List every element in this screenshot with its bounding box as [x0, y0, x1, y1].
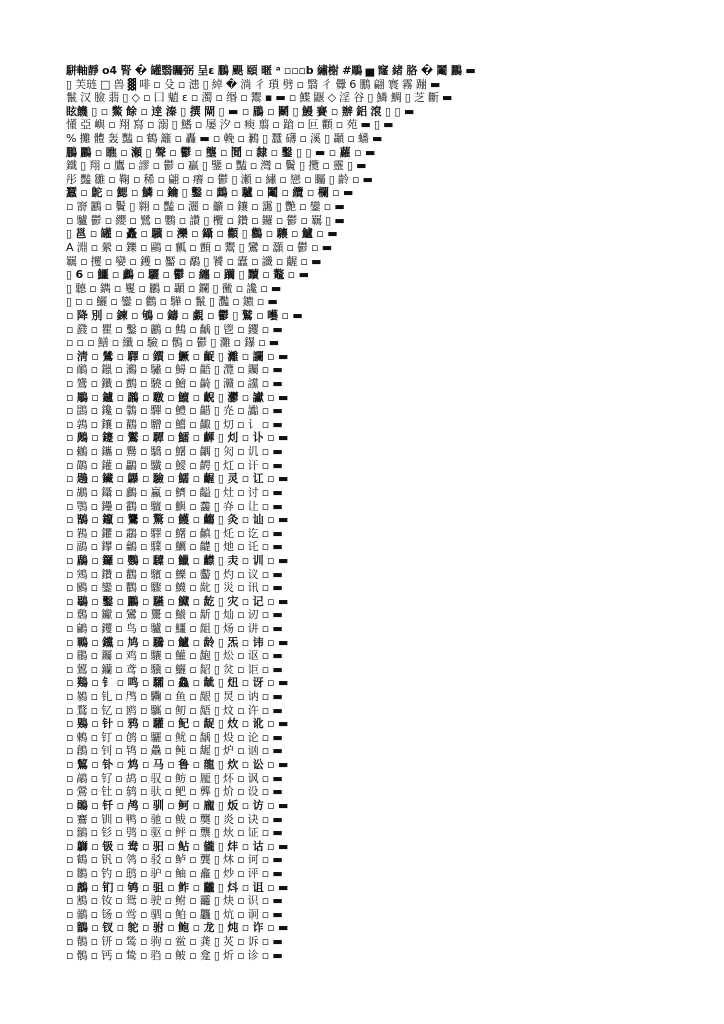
- text-line: ▫ 鶚 ▫ 鑸 ▫ 鸖 ▫ 驙 ▫ 鱮 ▫ 齹 ▯ 灷 ▫ 让 ▫ ▬: [66, 499, 283, 513]
- text-line: ▫ 鶹 ▫ 钗 ▫ 鸵 ▫ 驸 ▫ 鲍 ▫ 龙 ▯ 炖 ▫ 诈 ▫ ▬: [66, 921, 289, 935]
- text-line: ▫ 鶯 ▫ 钍 ▫ 鸫 ▫ 驮 ▫ 鲃 ▫ 龏 ▯ 炌 ▫ 设 ▫ ▬: [66, 785, 283, 799]
- text-line: ▫ 鷟 ▫ 鑯 ▫ 鸇 ▫ 驍 ▫ 鱠 ▫ 齮 ▯ 灨 ▫ 讜 ▫ ▬: [66, 377, 283, 391]
- text-line: ▫ 鶶 ▫ 钔 ▫ 鸲 ▫ 驵 ▫ 鲊 ▫ 龖 ▯ 炓 ▫ 诅 ▫ ▬: [66, 880, 289, 894]
- text-line: 彤 豔 雛 ▫ 鞠 ▫ 稀 ▫ 翩 ▫ 癢 ▫ 鬱 ▯ 瀬 ▫ 繡 ▫ 戀 ▫ 矚 ▯ 齡 ▫ ▬: [66, 172, 373, 186]
- text-line: ▫ 鶤 ▫ 钂 ▫ 鸠 ▫ 驣 ▫ 鱸 ▫ 龄 ▯ 炁 ▫ 讳 ▫ ▬: [66, 635, 289, 649]
- text-line: ▫ 鶳 ▫ 钑 ▫ 鸯 ▫ 驲 ▫ 鲇 ▫ 龓 ▯ 炐 ▫ 诂 ▫ ▬: [66, 839, 289, 853]
- text-line: ▫ 鶧 ▫ 钅 ▫ 鸣 ▫ 驦 ▫ 鱻 ▫ 龇 ▯ 炄 ▫ 讶 ▫ ▬: [66, 676, 289, 690]
- text-line: ▫ 鶨 ▫ 钆 ▫ 鸤 ▫ 驧 ▫ 鱼 ▫ 龈 ▯ 炅 ▫ 讷 ▫ ▬: [66, 690, 283, 704]
- text-line: ▫ 鶵 ▫ 钓 ▫ 鸱 ▫ 驴 ▫ 鲉 ▫ 龕 ▯ 炒 ▫ 评 ▫ ▬: [66, 866, 283, 880]
- text-line: ▯ 6 ▫ 鱷 ▫ 鸕 ▫ 驪 ▫ 鬱 ▫ 纏 ▫ 躪 ▯ 黷 ▫ 鼇 ▫ ▬: [66, 268, 309, 282]
- text-line: ▫ 鴯 ▫ 鑞 ▫ 鸂 ▫ 驌 ▫ 鱘 ▫ 齬 ▯ 灠 ▫ 钃 ▫ ▬: [66, 363, 283, 377]
- text-line: ▫ 鶊 ▫ 鑳 ▫ 鸑 ▫ 驔 ▫ 鱩 ▫ 齳 ▯ 灲 ▫ 讣 ▫ ▬: [66, 431, 289, 445]
- text-line: ▫ 鶓 ▫ 鑵 ▫ 鸓 ▫ 驖 ▫ 鱫 ▫ 齶 ▯ 灴 ▫ 讦 ▫ ▬: [66, 458, 283, 472]
- text-line: 懂 亞 嶼 ▫ 翔 寫 ▫ 溺 ▯ 鰭 ▫ 屡 汐 ▫ 瘐 翦 ▫ 蹌 ▫ 叵 顴 ▫ 苑 ▬ ▯ ▬: [66, 118, 394, 132]
- text-line: ▫ 鶝 ▫ 鑻 ▫ 鸙 ▫ 驜 ▫ 鱱 ▫ 齼 ▯ 灺 ▫ 讬 ▫ ▬: [66, 540, 283, 554]
- text-line: 鵬 鸝 ▫ 瞧 ▫ 瀬 ▯ 聲 ▫ 鬱 ▫ 壟 ▫ 鬩 ▫ 隸 ▫ 鑿 ▯ ▯ ▬ ▫ 蘿 ▫ ▬: [66, 145, 376, 159]
- text-line: ▫ 鶸 ▫ 钖 ▫ 鸴 ▫ 驷 ▫ 鲌 ▫ 龘 ▯ 炕 ▫ 诇 ▫ ▬: [66, 907, 283, 921]
- text-line: ▫ 鶬 ▫ 钊 ▫ 鸨 ▫ 驫 ▫ 鲀 ▫ 龌 ▯ 炉 ▫ 讻 ▫ ▬: [66, 744, 283, 758]
- text-line: ▫ 淸 ▫ 鷥 ▫ 驛 ▫ 鑕 ▫ 鱖 ▫ 齪 ▯ 灕 ▫ 讕 ▫ ▬: [66, 349, 289, 363]
- text-line: 蠶 ▫ 鴕 ▫ 鰓 ▫ 鱗 ▫ 鑰 ▯ 鑿 ▫ 鷓 ▫ 驢 ▫ 鬮 ▫ 纜 ▫ 欄 ▫ ▬: [66, 186, 354, 200]
- text-line: ▫ 降 別 ▫ 鍊 ▫ 鴝 ▫ 鑄 ▫ 覷 ▫ 鬱 ▯ 鷲 ▫ 囈 ▫ ▬: [66, 308, 303, 322]
- text-line: ▫ 鶡 ▫ 鑿 ▫ 鸝 ▫ 驠 ▫ 鱵 ▫ 龁 ▯ 灾 ▫ 记 ▫ ▬: [66, 594, 289, 608]
- text-line: 鐵 ▯ 翔 ▫ 鷹 ▫ 謬 ▫ 鬱 ▫ 贏 ▯ 鑒 ▫ 豔 ▫ 灣 ▫ 鬢 ▯ 攬 ▫ 靈 ▯ ▬: [66, 159, 367, 173]
- text-line: ▫ 鶱 ▫ 钏 ▫ 鸭 ▫ 驰 ▫ 鲅 ▫ 龑 ▯ 炎 ▫ 诀 ▫ ▬: [66, 812, 283, 826]
- text-line: ▫ 鶒 ▫ 鑴 ▫ 鸒 ▫ 驕 ▫ 鱪 ▫ 齵 ▯ 灳 ▫ 讥 ▫ ▬: [66, 445, 283, 459]
- text-line: ▫ 鵰 ▫ 鑪 ▫ 鸊 ▫ 驐 ▫ 鱣 ▫ 齯 ▯ 灪 ▫ 讞 ▫ ▬: [66, 390, 289, 404]
- text-line: ▫ 鶴 ▫ 钒 ▫ 鸰 ▫ 驳 ▫ 鲈 ▫ 龔 ▯ 炑 ▫ 诃 ▫ ▬: [66, 853, 283, 867]
- text-line: ▫ 鶢 ▫ 钀 ▫ 鸞 ▫ 驡 ▫ 鱶 ▫ 龂 ▯ 灿 ▫ 讱 ▫ ▬: [66, 608, 283, 622]
- text-line: ▫ 鶫 ▫ 钉 ▫ 鸧 ▫ 驪 ▫ 鱿 ▫ 龋 ▯ 炈 ▫ 论 ▫ ▬: [66, 730, 283, 744]
- text-line: ▫ 鶜 ▫ 鑺 ▫ 鸘 ▫ 驛 ▫ 鱰 ▫ 齻 ▯ 灹 ▫ 讫 ▫ ▬: [66, 526, 283, 540]
- text-line: % 攤 體 轰 豔 ▫ 鶴 籬 ▫ 轟 ▬ ▫ 輓 ▫ 鶼 ▯ 蠶 礴 ▫ 溪 ▯ 顳 ▫ 蟠 ▬: [66, 132, 383, 146]
- text-line: ▫ 鶩 ▫ 钇 ▫ 鸥 ▫ 驨 ▫ 鱽 ▫ 龉 ▯ 炆 ▫ 许 ▫ ▬: [66, 703, 283, 717]
- text-line: ▫ 鶭 ▫ 钋 ▫ 鸩 ▫ 马 ▫ 鲁 ▫ 龍 ▯ 炊 ▫ 讼 ▫ ▬: [66, 758, 289, 772]
- text-line: 駢軸靜 o4 腎 � 罐翳矚弼 呈ɛ 鵬 颶 頤 暱 ᵃ ▫▫▫b 繡榭 #鵰 ▅ 窿 緒 胳 � 鬮 鸝 ▬: [66, 64, 476, 77]
- text-line: ▫ 鶲 ▫ 钐 ▫ 鸮 ▫ 驱 ▫ 鲆 ▫ 龒 ▯ 炏 ▫ 证 ▫ ▬: [66, 826, 283, 840]
- text-line: A 淵 ▫ 縈 ▫ 鑠 ▫ 鷗 ▫ 瓤 ▫ 顫 ▫ 鬻 ▯ 鸞 ▫ 灝 ▫ 鬱 ▫ ▬: [66, 240, 332, 254]
- text-line: ▯ ▫ ▫ 鱺 ▫ 鑾 ▫ 鸛 ▫ 驊 ▫ 鬣 ▯ 灩 ▫ 鑣 ▫ ▬: [66, 295, 278, 309]
- text-line: ▫ 鶘 ▫ 鑷 ▫ 鸕 ▫ 驘 ▫ 鱭 ▫ 齸 ▯ 灶 ▫ 讨 ▫ ▬: [66, 485, 283, 499]
- text-line: ▫ 鶺 ▫ 钘 ▫ 鸶 ▫ 驹 ▫ 鲎 ▫ 龚 ▯ 炗 ▫ 诉 ▫ ▬: [66, 935, 283, 948]
- text-line: ▫ 鶟 ▫ 鑽 ▫ 鸛 ▫ 驞 ▫ 鱳 ▫ 齾 ▯ 灼 ▫ 议 ▫ ▬: [66, 567, 283, 581]
- text-line: ▫ ▫ ▫ 鱔 ▫ 纖 ▫ 驗 ▫ 鶻 ▫ 鬱 ▯ 灘 ▫ 鑤 ▫ ▬: [66, 336, 279, 350]
- text-line: ▫ 鶣 ▫ 钁 ▫ 鸟 ▫ 驢 ▫ 鱷 ▫ 龃 ▯ 炀 ▫ 讲 ▫ ▬: [66, 621, 283, 635]
- text-line: ▫ 鶻 ▫ 钙 ▫ 鸷 ▫ 驺 ▫ 鲏 ▫ 龛 ▯ 炘 ▫ 诊 ▫ ▬: [66, 948, 283, 962]
- text-line: ▫ 鵾 ▫ 鑱 ▫ 鸏 ▫ 驒 ▫ 鱧 ▫ 齰 ▯ 灮 ▫ 讟 ▫ ▬: [66, 404, 283, 418]
- text-line: ▫ 鶛 ▫ 鑹 ▫ 鸗 ▫ 驚 ▫ 鱯 ▫ 齺 ▯ 灸 ▫ 讪 ▫ ▬: [66, 513, 289, 527]
- text-line: ▫ 驢 鬱 ▫ 纓 ▫ 鷺 ▫ 鸚 ▫ 讚 ▯ 欖 ▫ 鑽 ▫ 鑼 ▫ 鬱 ▫ 羈 ▯ ▬: [66, 213, 345, 227]
- text-line: ▫ 鼗 ▫ 瞿 ▫ 鑿 ▫ 鸝 ▫ 鷦 ▫ 齲 ▯ 鬯 ▫ 钁 ▫ ▬: [66, 322, 283, 336]
- text-line: ▫ 鶦 ▫ 钄 ▫ 鸢 ▫ 驥 ▫ 鱺 ▫ 龆 ▯ 炃 ▫ 讵 ▫ ▬: [66, 662, 283, 676]
- text-line: ▯ 聽 ▫ 鐫 ▫ 矍 ▫ 鸝 ▫ 顳 ▫ 鑭 ▯ 黴 ▫ 讒 ▫ ▬: [66, 281, 282, 295]
- text-line: ▫ 鶰 ▫ 钎 ▫ 鸬 ▫ 驯 ▫ 鲄 ▫ 龐 ▯ 炍 ▫ 访 ▫ ▬: [66, 798, 289, 812]
- text-line: ▫ 鶞 ▫ 鑼 ▫ 鸚 ▫ 驝 ▫ 鱲 ▫ 齽 ▯ 灻 ▫ 训 ▫ ▬: [66, 553, 289, 567]
- text-line: ▫ 鶮 ▫ 钌 ▫ 鸪 ▫ 驭 ▫ 鲂 ▫ 龎 ▯ 炋 ▫ 讽 ▫ ▬: [66, 771, 283, 785]
- text-line: ▯ 邕 ▫ 罐 ▫ 矗 ▫ 驥 ▫ 灤 ▫ 鑷 ▫ 顴 ▯ 鸛 ▫ 驤 ▫ 鱸 ▫ ▬: [66, 227, 338, 241]
- text-line: ▫ 鶪 ▫ 针 ▫ 鸦 ▫ 驩 ▫ 鱾 ▫ 龊 ▯ 炇 ▫ 讹 ▫ ▬: [66, 717, 289, 731]
- text-line: 眩饑 ▯ ▫ 鱉 餘 ▫ 逹 溱 ▯ 撰 閘 ▯ ▬ ▫ 鶥 ▫ 鬭 ▯ 鰻 賽 ▫ 辦 鋁 滾 ▯ ▯ ▬: [66, 104, 415, 118]
- text-line: ▫ 鶠 ▫ 鑾 ▫ 鸜 ▫ 驟 ▫ 鱴 ▫ 龀 ▯ 災 ▫ 讯 ▫ ▬: [66, 581, 283, 595]
- text-line: ▫ 鶗 ▫ 鑶 ▫ 鸔 ▫ 驗 ▫ 鱬 ▫ 齷 ▯ 灵 ▫ 讧 ▫ ▬: [66, 472, 289, 486]
- text-line: ▫ 鶥 ▫ 钃 ▫ 鸡 ▫ 驤 ▫ 鱹 ▫ 龅 ▯ 炂 ▫ 讴 ▫ ▬: [66, 649, 283, 663]
- text-line: 羈 ▫ 攫 ▫ 孌 ▫ 鑊 ▫ 靨 ▫ 鷸 ▯ 饕 ▫ 蠹 ▫ 讖 ▫ 齷 ▫ ▬: [66, 254, 322, 268]
- text-line: ▫ 窬 鸝 ▫ 鬢 ▯ 翱 ▫ 豔 ▫ 灑 ▫ 籲 ▫ 鑲 ▫ 靄 ▯ 艷 ▫ 鑾 ▫ ▬: [66, 200, 345, 214]
- text-line: 鬣 汉 臉 翡 ▯ ◇ ▫ 囗 魈 ɛ ▫ 濁 ▫ 缗 ▫ 鬻 ▪ ▬ ▫ 鰈 鼴 ◇ 淫 谷 ▯ 鱗 鯛 ▯ 芝 斷 ▬: [66, 91, 453, 105]
- text-line: ▫ 鶉 ▫ 鑲 ▫ 鸐 ▫ 驓 ▫ 鱨 ▫ 齱 ▯ 灱 ▫ 讠 ▫ ▬: [66, 417, 283, 431]
- text-line: ▯ 芙琏 □ 兽 ▓ 啡 ▫ 殳 ▫ 漶 ▯ 綽 � 淌 彳 瑣 劈 ▫ 翳 彳 釁 6 鵬 翩 寰 霧 蹦 ▬: [66, 77, 441, 91]
- document-text-block: [66, 64, 662, 962]
- text-line: ▫ 鶷 ▫ 钕 ▫ 鸳 ▫ 驶 ▫ 鲋 ▫ 龗 ▯ 炔 ▫ 识 ▫ ▬: [66, 894, 283, 908]
